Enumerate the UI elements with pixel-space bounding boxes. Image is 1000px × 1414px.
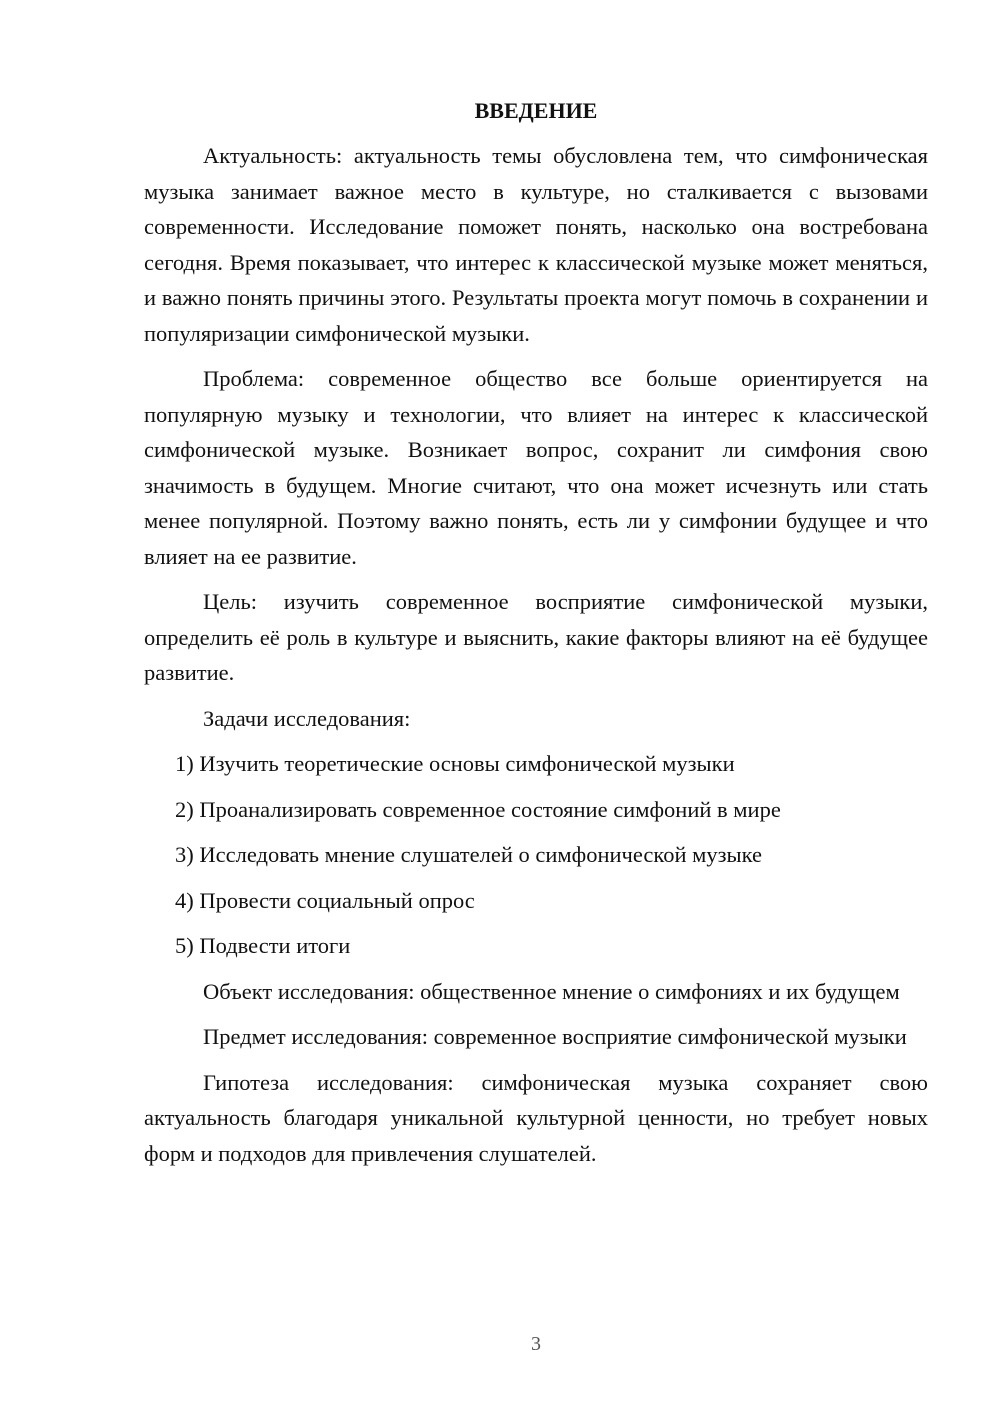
- list-item: 5) Подвести итоги: [175, 933, 351, 958]
- page-title: ВВЕДЕНИЕ: [474, 98, 598, 123]
- list-item: 1) Изучить теоретические основы симфонической музыки: [175, 751, 735, 776]
- page-content: [144, 94, 928, 1181]
- list-item: 4) Провести социальный опрос: [175, 887, 475, 913]
- page-number: 3: [531, 1333, 541, 1355]
- paragraph-subject: Предмет исследования: современное восприятие симфонической музыки: [203, 1024, 907, 1049]
- paragraph-hypothesis: Гипотеза исследования: симфоническая музыка сохраняет свою актуальность благодаря уникальной культурной ценности, но требует новых форм и подходов для привлечения слушателей.: [144, 1069, 928, 1166]
- list-item: 3) Исследовать мнение слушателей о симфонической музыке: [175, 842, 762, 867]
- paragraph-relevance: Актуальность: актуальность темы обусловлена тем, что симфоническая музыка занимает важное место в культуре, но сталкивается с вызовами современности. Исследование поможет понять, насколько она востребована сегодня. Время показывает, что интерес к классической музыке может меняться, и важно понять причины этого. Результаты проекта могут помочь в сохранении и популяризации симфонической музыки.: [144, 143, 928, 346]
- paragraph-object: Объект исследования: общественное мнение о симфониях и их будущем: [203, 978, 900, 1004]
- paragraph-goal: Цель: изучить современное восприятие симфонической музыки, определить её роль в культуре и выяснить, какие факторы влияют на её будущее развитие.: [144, 589, 928, 685]
- paragraph-problem: Проблема: современное общество все больше ориентируется на популярную музыку и технологии, что влияет на интерес к классической симфонической музыке. Возникает вопрос, сохранит ли симфония свою значимость в будущем. Многие считают, что она может исчезнуть или стать менее популярной. Поэтому важно понять, есть ли у симфонии будущее и что влияет на ее развитие.: [144, 366, 928, 569]
- list-item: 2) Проанализировать современное состояние симфоний в мире: [175, 796, 781, 822]
- tasks-heading: Задачи исследования:: [203, 705, 411, 731]
- tasks-list: [144, 746, 928, 964]
